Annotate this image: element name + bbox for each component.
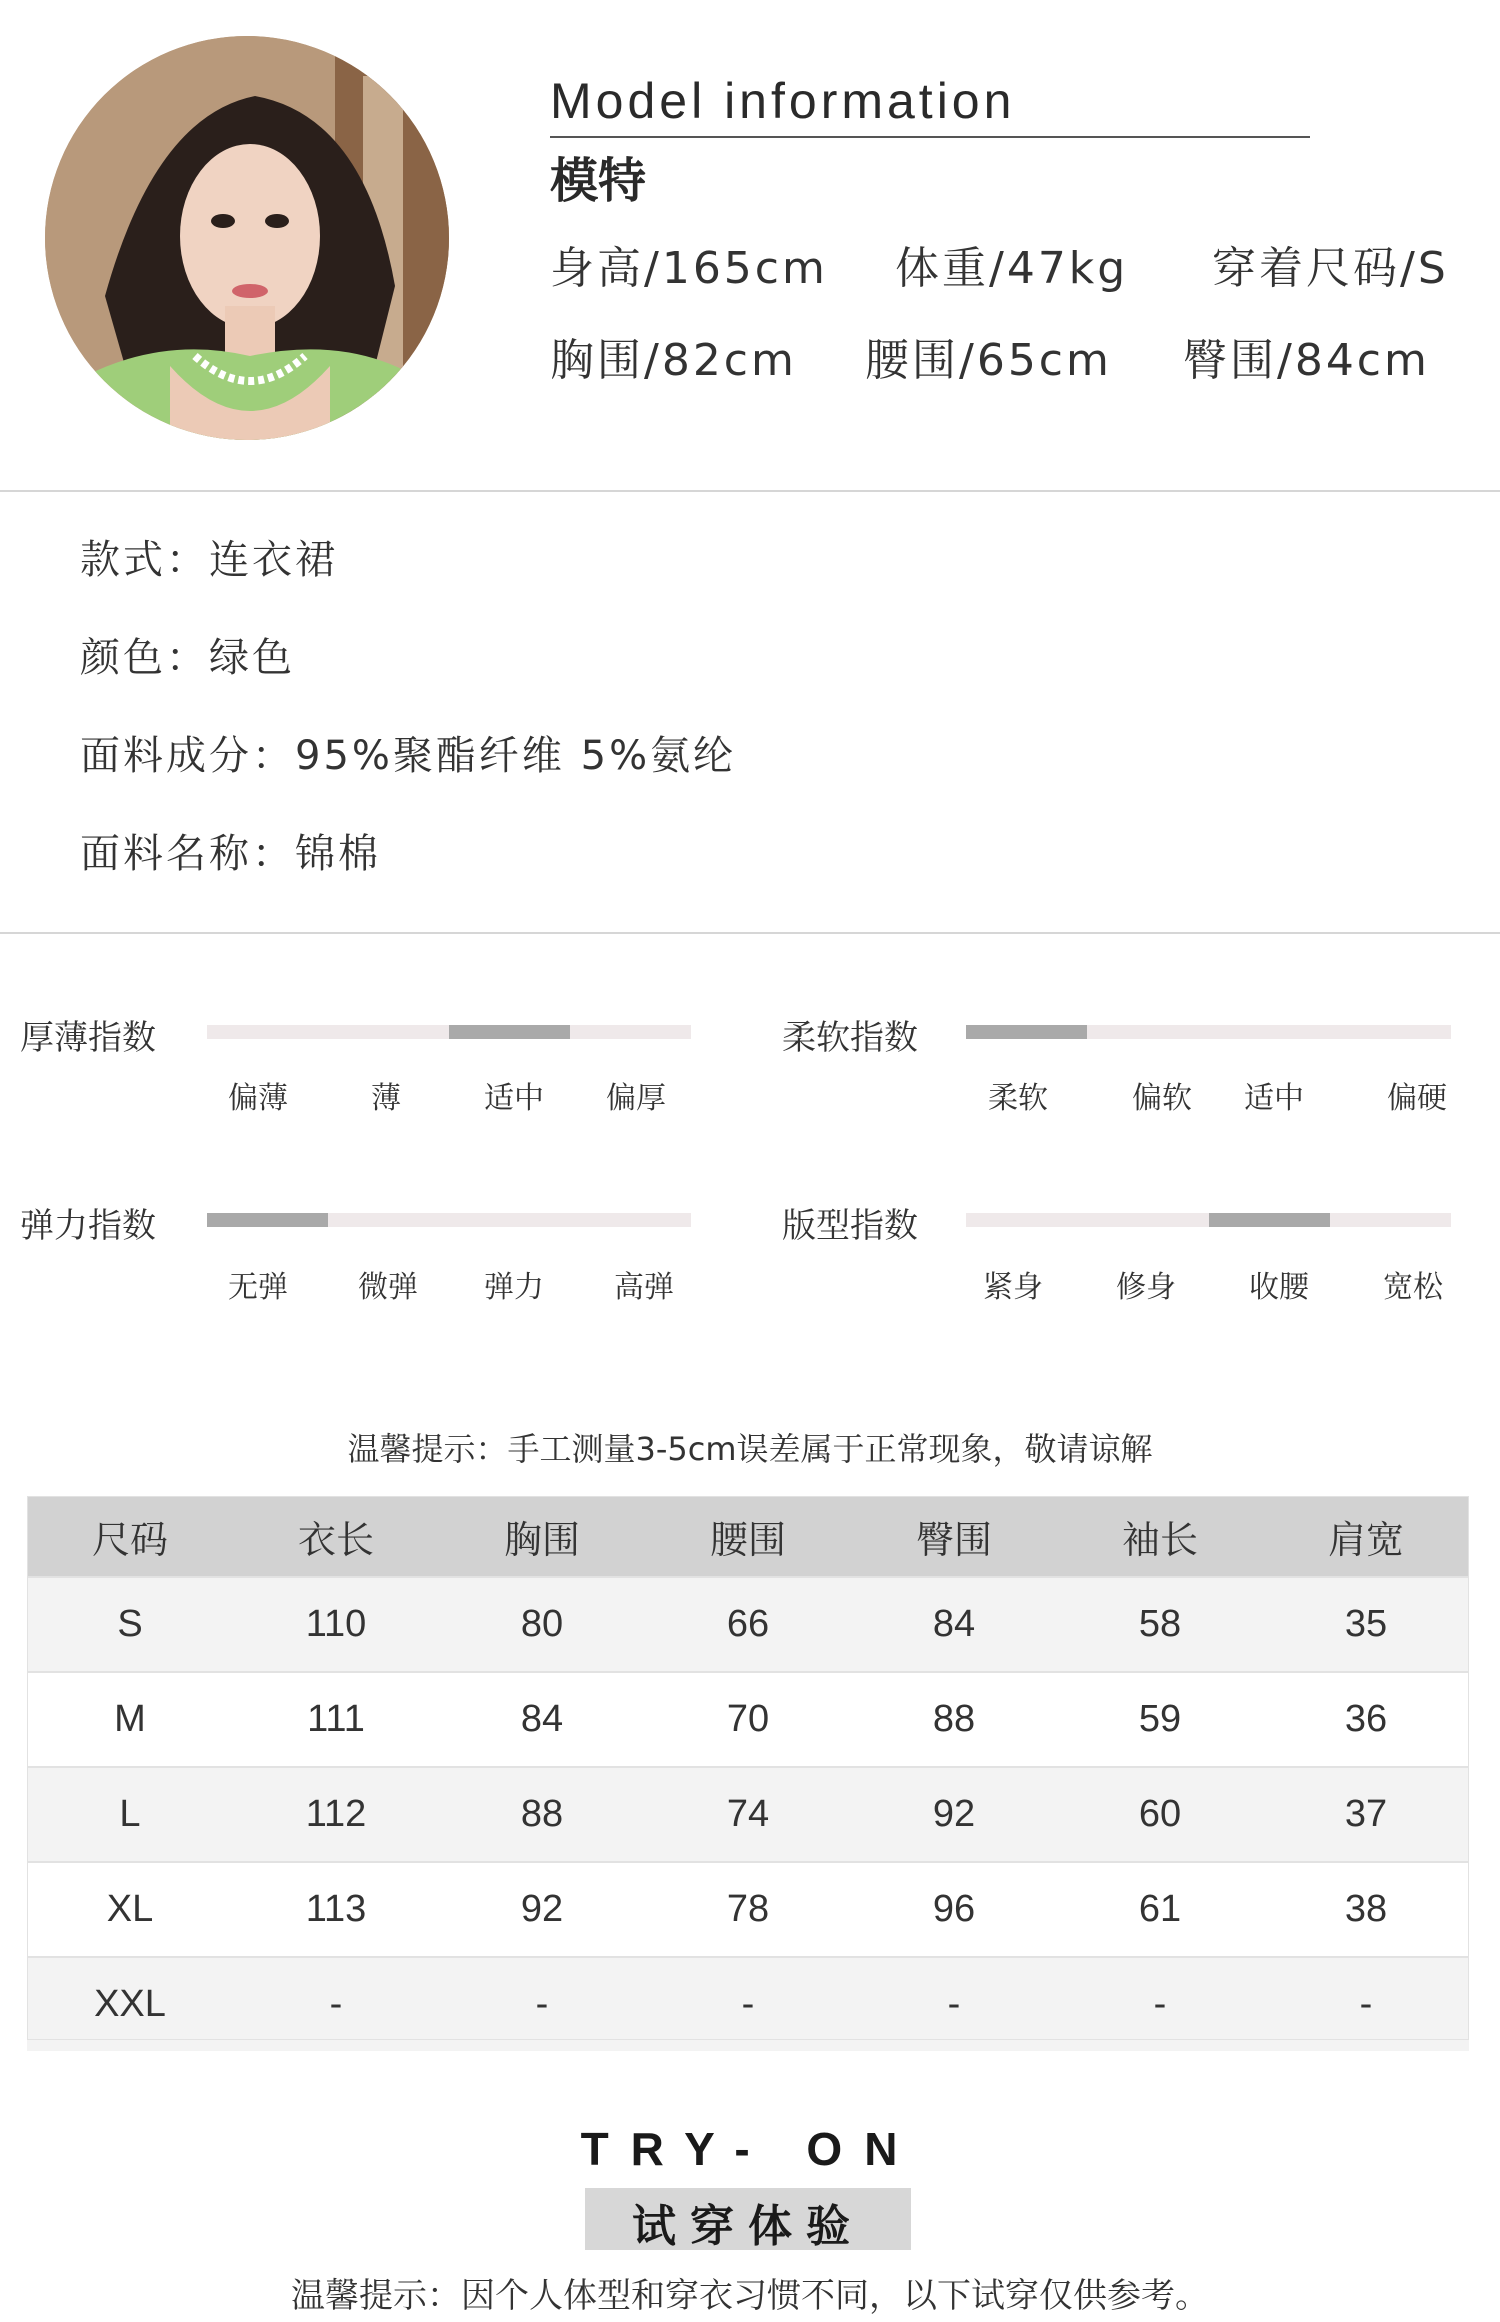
table-cell: XL <box>27 1862 233 1957</box>
table-row <box>27 1577 1469 1672</box>
column-header: 尺码 <box>27 1496 233 1577</box>
table-cell: 88 <box>439 1767 645 1862</box>
fit-index-bar <box>966 1213 1451 1227</box>
table-cell: L <box>27 1767 233 1862</box>
table-cell: 60 <box>1057 1767 1263 1862</box>
thickness-option: 适中 <box>484 1081 544 1116</box>
table-cell: - <box>1057 1957 1263 2051</box>
table-cell: 111 <box>233 1672 439 1767</box>
table-cell: 92 <box>439 1862 645 1957</box>
elasticity-option: 无弹 <box>228 1270 288 1305</box>
softness-option: 适中 <box>1244 1081 1304 1116</box>
table-cell: 66 <box>645 1577 851 1672</box>
fit-option: 修身 <box>1116 1270 1176 1305</box>
table-header-row <box>27 1496 1469 1577</box>
table-row <box>27 1767 1469 1862</box>
product-fabric: 面料名称：锦棉 <box>80 831 381 877</box>
model-title-cn: 模特 <box>550 153 647 209</box>
table-cell: 61 <box>1057 1862 1263 1957</box>
column-header: 腰围 <box>645 1496 851 1577</box>
model-waist: 腰围/65cm <box>865 335 1112 386</box>
title-underline <box>550 136 1310 138</box>
table-cell: - <box>1263 1957 1469 2051</box>
table-cell: 112 <box>233 1767 439 1862</box>
elasticity-option: 微弹 <box>358 1270 418 1305</box>
section-divider <box>0 490 1500 492</box>
thickness-option: 偏厚 <box>606 1081 666 1116</box>
fit-index-fill <box>1209 1213 1330 1227</box>
table-cell: 88 <box>851 1672 1057 1767</box>
model-size: 穿着尺码/S <box>1212 243 1449 294</box>
model-height: 身高/165cm <box>550 243 828 294</box>
tryon-title-cn: 试穿体验 <box>632 2201 864 2252</box>
fit-option: 紧身 <box>983 1270 1043 1305</box>
elasticity-option: 弹力 <box>484 1270 544 1305</box>
column-header: 胸围 <box>439 1496 645 1577</box>
table-cell: 110 <box>233 1577 439 1672</box>
table-cell: S <box>27 1577 233 1672</box>
table-cell: 36 <box>1263 1672 1469 1767</box>
elasticity-index-label: 弹力指数 <box>20 1206 156 1246</box>
column-header: 肩宽 <box>1263 1496 1469 1577</box>
product-color: 颜色：绿色 <box>80 635 295 681</box>
model-hip: 臀围/84cm <box>1183 335 1430 386</box>
table-cell: 58 <box>1057 1577 1263 1672</box>
product-style: 款式：连衣裙 <box>80 537 338 583</box>
model-weight: 体重/47kg <box>895 243 1129 294</box>
table-cell: 59 <box>1057 1672 1263 1767</box>
size-table <box>27 1496 1469 2051</box>
model-bust: 胸围/82cm <box>550 335 797 386</box>
thickness-option: 偏薄 <box>228 1081 288 1116</box>
fit-index-label: 版型指数 <box>782 1206 918 1246</box>
table-cell: 37 <box>1263 1767 1469 1862</box>
softness-option: 偏硬 <box>1387 1081 1447 1116</box>
product-composition: 面料成分：95%聚酯纤维 5%氨纶 <box>80 733 737 779</box>
model-title-en: Model information <box>550 73 1016 129</box>
tryon-tip: 温馨提示：因个人体型和穿衣习惯不同，以下试穿仅供参考。 <box>291 2276 1209 2316</box>
thickness-index-label: 厚薄指数 <box>20 1018 156 1058</box>
table-cell: XXL <box>27 1957 233 2051</box>
measurement-tip: 温馨提示：手工测量3-5cm误差属于正常现象，敬请谅解 <box>347 1430 1153 1468</box>
table-cell: 70 <box>645 1672 851 1767</box>
table-row <box>27 1862 1469 1957</box>
thickness-option: 薄 <box>371 1081 401 1116</box>
table-cell: M <box>27 1672 233 1767</box>
column-header: 袖长 <box>1057 1496 1263 1577</box>
softness-index-bar <box>966 1025 1451 1039</box>
table-cell: 84 <box>439 1672 645 1767</box>
fit-option: 收腰 <box>1249 1270 1309 1305</box>
fit-option: 宽松 <box>1383 1270 1443 1305</box>
table-cell: 78 <box>645 1862 851 1957</box>
table-row <box>27 1957 1469 2051</box>
table-cell: 92 <box>851 1767 1057 1862</box>
table-cell: - <box>645 1957 851 2051</box>
column-header: 臀围 <box>851 1496 1057 1577</box>
thickness-index-fill <box>449 1025 570 1039</box>
table-cell: 80 <box>439 1577 645 1672</box>
table-cell: 84 <box>851 1577 1057 1672</box>
elasticity-index-bar <box>207 1213 691 1227</box>
softness-index-fill <box>966 1025 1087 1039</box>
table-row <box>27 1672 1469 1767</box>
softness-option: 柔软 <box>988 1081 1048 1116</box>
table-cell: - <box>439 1957 645 2051</box>
softness-option: 偏软 <box>1132 1081 1192 1116</box>
table-cell: 38 <box>1263 1862 1469 1957</box>
table-cell: - <box>851 1957 1057 2051</box>
table-cell: 113 <box>233 1862 439 1957</box>
tryon-title-en: TRY- ON <box>580 2123 920 2175</box>
column-header: 衣长 <box>233 1496 439 1577</box>
table-cell: 96 <box>851 1862 1057 1957</box>
elasticity-option: 高弹 <box>614 1270 674 1305</box>
thickness-index-bar <box>207 1025 691 1039</box>
table-cell: - <box>233 1957 439 2051</box>
model-avatar <box>45 36 449 440</box>
softness-index-label: 柔软指数 <box>782 1018 918 1058</box>
elasticity-index-fill <box>207 1213 328 1227</box>
table-cell: 74 <box>645 1767 851 1862</box>
table-cell: 35 <box>1263 1577 1469 1672</box>
section-divider <box>0 932 1500 934</box>
